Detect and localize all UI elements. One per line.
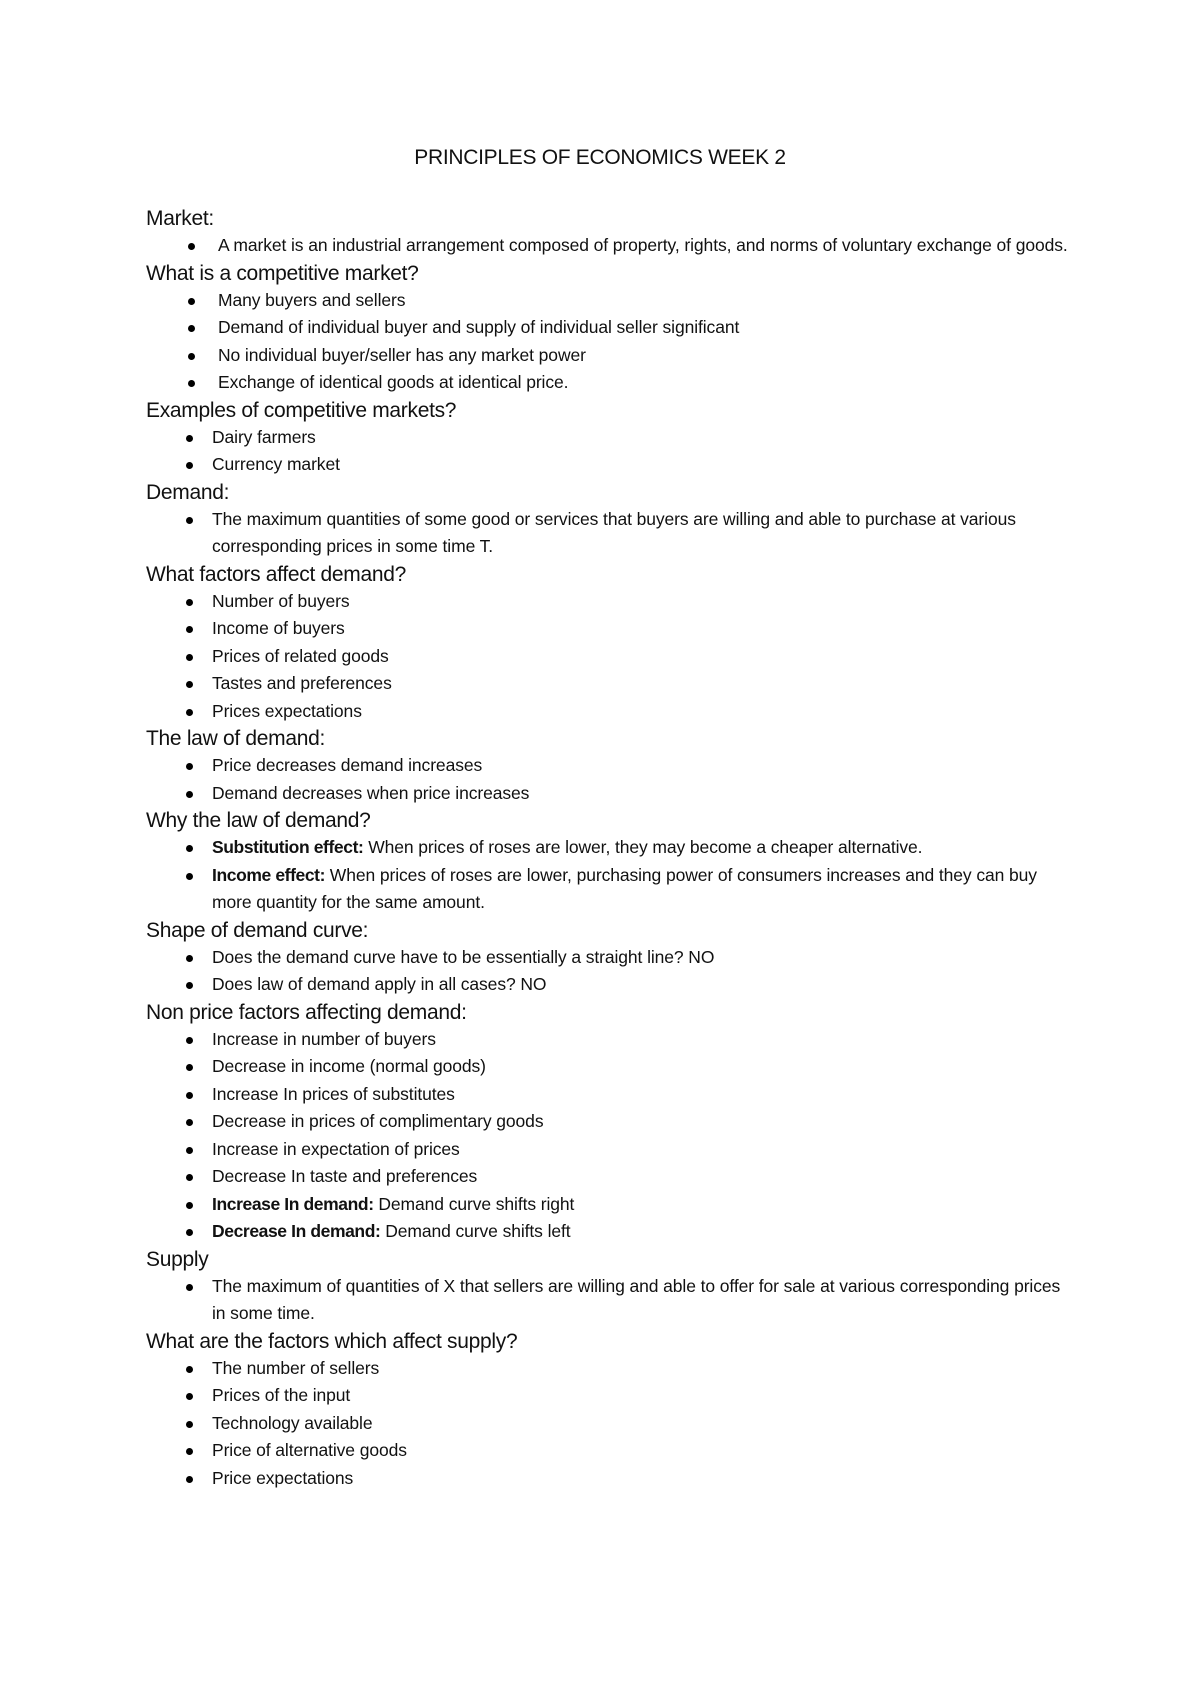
bullet-icon: [186, 982, 193, 989]
list-item: [146, 287, 1076, 315]
list-item-text: The maximum quantities of some good or services that buyers are willing and able to purchase at various corresponding prices in some time T.: [212, 508, 1016, 556]
bullet-icon: [186, 873, 193, 880]
list-item-text: Demand of individual buyer and supply of individual seller significant: [218, 317, 740, 337]
list-item-term: Increase In demand:: [212, 1193, 374, 1214]
bullet-list: [146, 506, 1076, 561]
list-item: [146, 1053, 1076, 1081]
list-item-text: Currency market: [212, 454, 340, 474]
list-item-text: No individual buyer/seller has any market power: [218, 344, 586, 365]
list-item-text: Many buyers and sellers: [218, 289, 406, 310]
section-heading: What is a competitive market?: [146, 261, 419, 285]
bullet-list: [146, 232, 1076, 260]
list-item-text: Decrease In taste and preferences: [212, 1166, 478, 1186]
bullet-icon: [186, 1147, 193, 1154]
list-item-text: Demand curve shifts right: [373, 1193, 575, 1214]
list-item: [146, 1273, 1076, 1328]
list-item-text: Dairy farmers: [212, 426, 316, 447]
bullet-icon: [186, 681, 193, 688]
list-item: [146, 698, 1076, 726]
list-item-term: Income effect:: [212, 864, 326, 885]
list-item: [146, 1136, 1076, 1164]
section-heading: What factors affect demand?: [146, 562, 406, 586]
list-item: [146, 232, 1076, 260]
bullet-icon: [186, 1119, 193, 1126]
bullet-icon: [186, 654, 193, 661]
list-item-text: Tastes and preferences: [212, 673, 392, 693]
list-item: [146, 314, 1076, 342]
list-item: [146, 670, 1076, 698]
bullet-icon: [186, 1174, 193, 1181]
bullet-icon: [186, 1229, 193, 1236]
list-item: [146, 752, 1076, 780]
bullet-list: [146, 752, 1076, 807]
list-item-text: Price of alternative goods: [212, 1440, 407, 1460]
list-item: [146, 1026, 1076, 1054]
bullet-icon: [186, 791, 193, 798]
list-item: [146, 451, 1076, 479]
list-item-text: When prices of roses are lower, they may become a cheaper alternative.: [363, 837, 923, 857]
list-item-text: Increase in expectation of prices: [212, 1138, 460, 1159]
list-item: [146, 1218, 1076, 1246]
list-item-text: Increase in number of buyers: [212, 1028, 436, 1049]
list-item-text: Does the demand curve have to be essentially a straight line? NO: [212, 946, 715, 967]
bullet-icon: [188, 243, 195, 250]
bullet-icon: [188, 353, 195, 360]
bullet-icon: [186, 763, 193, 770]
list-item-text: Income of buyers: [212, 618, 345, 638]
list-item-text: Price decreases demand increases: [212, 755, 483, 775]
list-item: [146, 615, 1076, 643]
list-item-text: Prices of the input: [212, 1385, 351, 1405]
section-heading: Examples of competitive markets?: [146, 398, 457, 422]
list-item-text: Exchange of identical goods at identical price.: [218, 372, 569, 392]
section-heading: Demand:: [146, 480, 230, 504]
section-heading: Non price factors affecting demand:: [146, 1000, 467, 1024]
document-title: PRINCIPLES OF ECONOMICS WEEK 2: [414, 146, 786, 169]
list-item: [146, 1081, 1076, 1109]
list-item: [146, 862, 1076, 917]
list-item: [146, 834, 1076, 862]
list-item: [146, 971, 1076, 999]
list-item-text: Technology available: [212, 1412, 373, 1433]
bullet-list: [146, 588, 1076, 726]
bullet-icon: [188, 325, 195, 332]
list-item-text: A market is an industrial arrangement composed of property, rights, and norms of voluntary exchange of goods.: [218, 235, 1068, 255]
bullet-icon: [186, 1284, 193, 1291]
list-item-term: Decrease In demand:: [212, 1221, 381, 1241]
bullet-list: [146, 834, 1076, 917]
list-item: [146, 506, 1076, 561]
bullet-icon: [186, 517, 193, 524]
section-heading: What are the factors which affect supply?: [146, 1329, 518, 1353]
list-item-term: Substitution effect:: [212, 837, 364, 857]
bullet-icon: [186, 1448, 193, 1455]
bullet-icon: [186, 462, 193, 469]
list-item-text: Number of buyers: [212, 590, 350, 611]
list-item-text: Demand curve shifts left: [380, 1221, 571, 1241]
bullet-icon: [186, 1366, 193, 1373]
bullet-list: [146, 944, 1076, 999]
bullet-icon: [186, 1092, 193, 1099]
bullet-list: [146, 1355, 1076, 1493]
list-item: [146, 369, 1076, 397]
section-heading: Why the law of demand?: [146, 809, 371, 832]
list-item: [146, 1465, 1076, 1493]
bullet-icon: [186, 435, 193, 442]
bullet-list: [146, 1026, 1076, 1246]
list-item: [146, 1382, 1076, 1410]
bullet-list: [146, 1273, 1076, 1328]
list-item: [146, 424, 1076, 452]
section-heading: Shape of demand curve:: [146, 918, 369, 942]
list-item: [146, 1191, 1076, 1219]
list-item-text: The maximum of quantities of X that sellers are willing and able to offer for sale at various corresponding prices in some time.: [212, 1275, 1061, 1323]
list-item: [146, 1108, 1076, 1136]
bullet-icon: [186, 1064, 193, 1071]
list-item: [146, 1410, 1076, 1438]
list-item: [146, 1437, 1076, 1465]
bullet-icon: [188, 380, 195, 387]
list-item: [146, 1355, 1076, 1383]
section-heading: Market:: [146, 207, 214, 230]
bullet-icon: [186, 1393, 193, 1400]
bullet-icon: [186, 955, 193, 962]
list-item-text: Increase In prices of substitutes: [212, 1083, 455, 1104]
bullet-list: [146, 424, 1076, 479]
section-heading: The law of demand:: [146, 727, 326, 750]
list-item-text: Does law of demand apply in all cases? NO: [212, 974, 547, 994]
bullet-icon: [186, 599, 193, 606]
list-item: [146, 944, 1076, 972]
bullet-icon: [186, 626, 193, 633]
bullet-icon: [186, 1037, 193, 1044]
bullet-list: [146, 287, 1076, 397]
list-item-text: Decrease in income (normal goods): [212, 1056, 486, 1076]
document-body: [146, 205, 1076, 1492]
section-heading: Supply: [146, 1247, 209, 1271]
list-item-text: Prices expectations: [212, 700, 362, 721]
list-item-text: The number of sellers: [212, 1357, 380, 1378]
list-item: [146, 588, 1076, 616]
bullet-icon: [186, 845, 193, 852]
list-item: [146, 780, 1076, 808]
bullet-icon: [186, 1202, 193, 1209]
list-item: [146, 342, 1076, 370]
list-item-text: Decrease in prices of complimentary goods: [212, 1111, 544, 1131]
bullet-icon: [186, 1476, 193, 1483]
list-item: [146, 1163, 1076, 1191]
bullet-icon: [186, 1421, 193, 1428]
bullet-icon: [188, 298, 195, 305]
list-item: [146, 643, 1076, 671]
bullet-icon: [186, 709, 193, 716]
list-item-text: When prices of roses are lower, purchasing power of consumers increases and they can buy more quantity for the same amount.: [212, 864, 1037, 912]
list-item-text: Price expectations: [212, 1467, 354, 1488]
list-item-text: Demand decreases when price increases: [212, 782, 530, 803]
list-item-text: Prices of related goods: [212, 645, 389, 666]
